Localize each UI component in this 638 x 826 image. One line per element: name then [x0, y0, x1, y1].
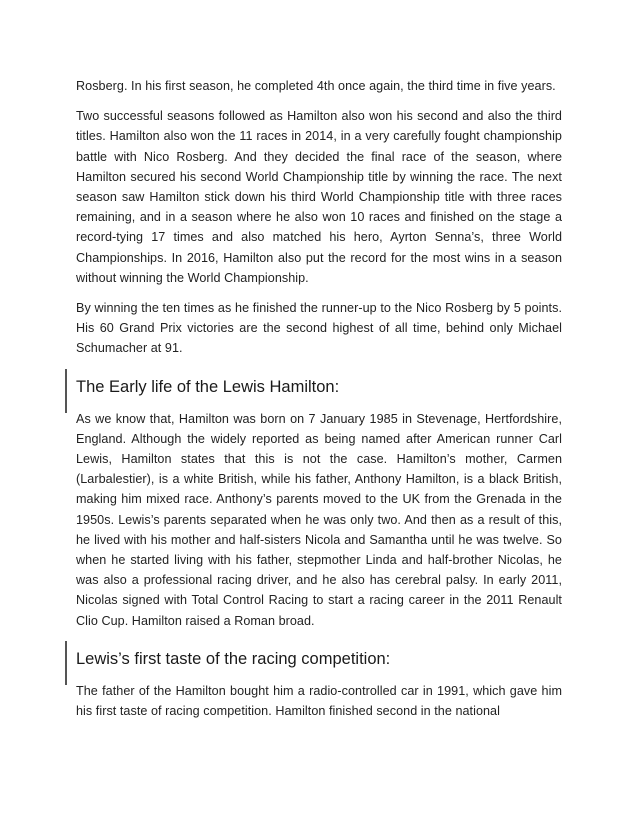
- section-heading-first-taste: [76, 641, 562, 670]
- paragraph-successful-seasons: Two successful seasons followed as Hamilton also won his second and also the third titles. Hamilton also won the 11 races in 2014, in a very carefully fought championship battle with Nico Rosberg. And they decided the final race of the season, where Hamilton secured his second World Championship title by winning the race. The next season saw Hamilton stick down his third World Championship title with three races remaining, and in a season where he also won 10 races and finished on the stage a record-tying 17 times and also matched his hero, Ayrton Senna’s, three World Championships. In 2016, Hamilton also put the record for the most wins in a season without winning the World Championship.: [76, 109, 562, 285]
- section-heading-early-life-text: The Early life of the Lewis Hamilton:: [76, 377, 340, 396]
- paragraph-early-life: As we know that, Hamilton was born on 7 January 1985 in Stevenage, Hertfordshire, England. Although the widely reported as being named after American runner Carl Lewis, Hamilton states that this is not the case. Hamilton’s mother, Carmen (Larbalestier), is a white British, while his father, Anthony Hamilton, is a black British, making him mixed race. Anthony’s parents moved to the UK from the Grenada in the 1950s. Lewis’s parents separated when he was only two. And then as a result of this, he lived with his mother and half-sisters Nicola and Samantha until he was twelve. So when he started living with his father, stepmother Linda and half-brother Nicolas, he was also a professional racing driver, and he also has cerebral palsy. In early 2011, Nicolas signed with Total Control Racing to start a racing career in the 2011 Renault Clio Cup. Hamilton raised a Roman broad.: [76, 411, 562, 628]
- heading-accent-bar: [65, 369, 67, 413]
- paragraph-ten-wins: By winning the ten times as he finished the runner-up to the Nico Rosberg by 5 points. His 60 Grand Prix victories are the second highest of all time, behind only Michael Schumacher at 91.: [76, 301, 562, 356]
- paragraph-first-taste: The father of the Hamilton bought him a radio-controlled car in 1991, which gave him his first taste of racing competition. Hamilton finished second in the national: [76, 683, 562, 719]
- heading-accent-bar: [65, 641, 67, 685]
- section-heading-first-taste-text: Lewis’s first taste of the racing competition:: [76, 649, 391, 668]
- section-heading-early-life: [76, 369, 562, 398]
- document-page: [76, 76, 562, 731]
- paragraph-rosberg-season: Rosberg. In his first season, he completed 4th once again, the third time in five years.: [76, 79, 556, 93]
